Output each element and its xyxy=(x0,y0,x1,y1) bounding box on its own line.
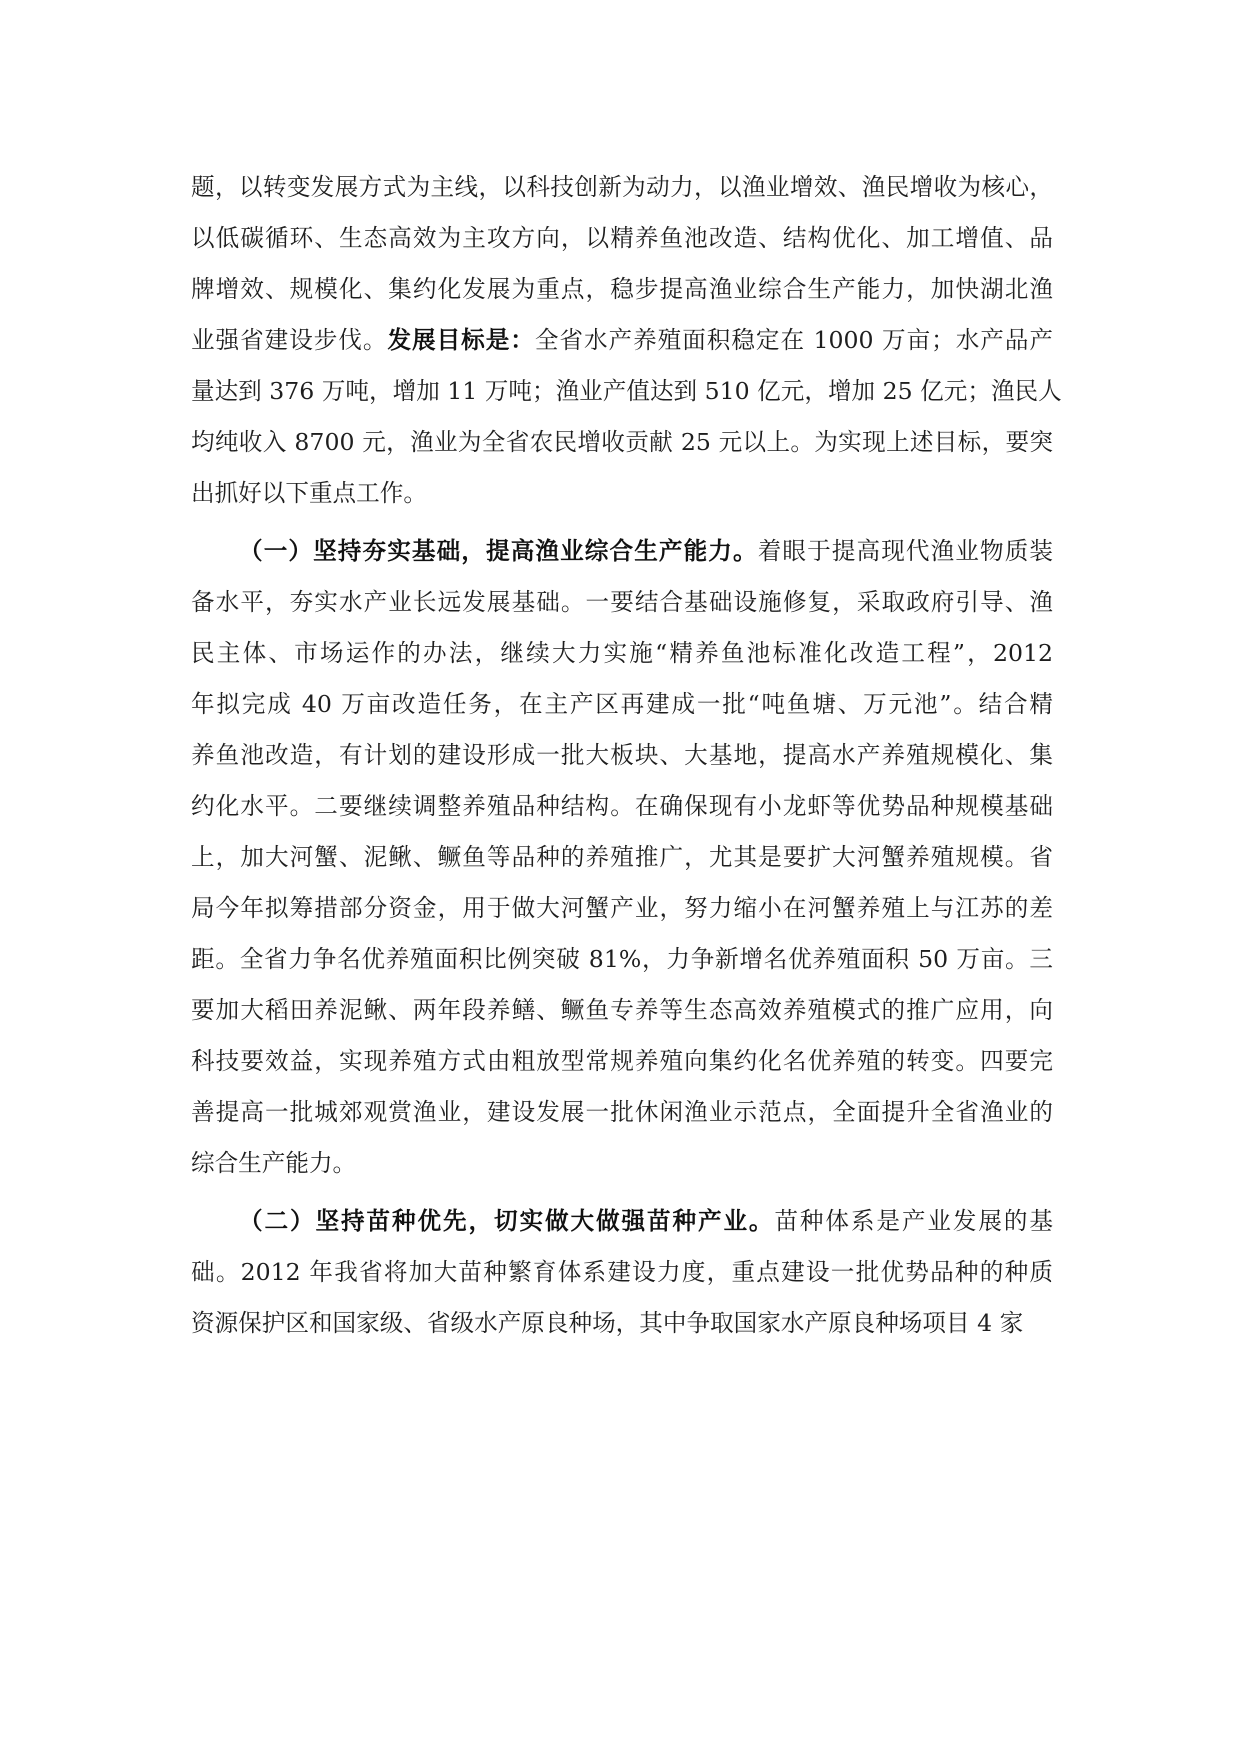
text-line xyxy=(191,679,1053,730)
text-line xyxy=(191,213,1053,264)
text-line xyxy=(191,1247,1053,1298)
text-line xyxy=(191,468,1053,519)
text-line xyxy=(191,315,1053,366)
body-text: 牌增效、规模化、集约化发展为重点，稳步提高渔业综合生产能力，加快湖北渔 xyxy=(191,275,1053,303)
text-line xyxy=(191,1087,1053,1138)
body-text: 要加大稻田养泥鳅、两年段养鳝、鳜鱼专养等生态高效养殖模式的推广应用，向 xyxy=(191,996,1053,1024)
body-text: 养鱼池改造，有计划的建设形成一批大板块、大基地，提高水产养殖规模化、集 xyxy=(191,741,1053,769)
body-text: 备水平，夯实水产业长远发展基础。一要结合基础设施修复，采取政府引导、渔 xyxy=(191,588,1053,616)
text-line xyxy=(191,832,1053,883)
body-text: 业强省建设步伐。 xyxy=(191,326,388,354)
text-line xyxy=(191,1036,1053,1087)
text-line xyxy=(191,1138,1053,1189)
body-text: 科技要效益，实现养殖方式由粗放型常规养殖向集约化名优养殖的转变。四要完 xyxy=(191,1047,1053,1075)
text-line xyxy=(191,628,1053,679)
body-text: 全省水产养殖面积稳定在 1000 万亩；水产品产 xyxy=(534,326,1054,354)
body-text: 苗种体系是产业发展的基 xyxy=(774,1207,1054,1235)
text-line xyxy=(191,264,1053,315)
text-line xyxy=(191,417,1053,468)
body-text: 约化水平。二要继续调整养殖品种结构。在确保现有小龙虾等优势品种规模基础 xyxy=(191,792,1053,820)
paragraph-spacer xyxy=(191,1189,1053,1196)
body-text: 年拟完成 40 万亩改造任务，在主产区再建成一批“吨鱼塘、万元池”。结合精 xyxy=(191,690,1053,718)
text-line xyxy=(191,730,1053,781)
body-text: 综合生产能力。 xyxy=(191,1149,357,1177)
body-text: 着眼于提高现代渔业物质装 xyxy=(757,537,1053,565)
text-line xyxy=(191,781,1053,832)
body-text: 量达到 376 万吨，增加 11 万吨；渔业产值达到 510 亿元，增加 25 亿元；渔民人 xyxy=(191,377,1062,405)
document-body xyxy=(191,162,1062,1349)
body-text: 善提高一批城郊观赏渔业，建设发展一批休闲渔业示范点，全面提升全省渔业的 xyxy=(191,1098,1053,1126)
paragraph xyxy=(191,1196,1053,1349)
text-line xyxy=(191,1298,1053,1349)
body-text: 础。2012 年我省将加大苗种繁育体系建设力度，重点建设一批优势品种的种质 xyxy=(191,1258,1053,1286)
body-text: 均纯收入 8700 元，渔业为全省农民增收贡献 25 元以上。为实现上述目标，要突 xyxy=(191,428,1053,456)
text-line xyxy=(191,1196,1053,1247)
paragraph xyxy=(191,162,1062,519)
text-line xyxy=(191,934,1053,985)
body-text: 局今年拟筹措部分资金，用于做大河蟹产业，努力缩小在河蟹养殖上与江苏的差 xyxy=(191,894,1053,922)
bold-heading-text: 发展目标是： xyxy=(387,326,535,354)
body-text: 题，以转变发展方式为主线，以科技创新为动力，以渔业增效、渔民增收为核心， xyxy=(191,173,1053,201)
paragraph xyxy=(191,526,1053,1189)
paragraph-spacer xyxy=(191,519,1053,526)
body-text: 出抓好以下重点工作。 xyxy=(191,479,427,507)
body-text: 资源保护区和国家级、省级水产原良种场，其中争取国家水产原良种场项目 4 家 xyxy=(191,1309,1024,1337)
text-line xyxy=(191,366,1062,417)
bold-heading-text: （二）坚持苗种优先，切实做大做强苗种产业。 xyxy=(239,1207,775,1235)
text-line xyxy=(191,526,1053,577)
body-text: 上，加大河蟹、泥鳅、鳜鱼等品种的养殖推广，尤其是要扩大河蟹养殖规模。省 xyxy=(191,843,1053,871)
text-line xyxy=(191,162,1053,213)
body-text: 以低碳循环、生态高效为主攻方向，以精养鱼池改造、结构优化、加工增值、品 xyxy=(191,224,1053,252)
bold-heading-text: （一）坚持夯实基础，提高渔业综合生产能力。 xyxy=(239,537,758,565)
text-line xyxy=(191,883,1053,934)
body-text: 民主体、市场运作的办法，继续大力实施“精养鱼池标准化改造工程”，2012 xyxy=(191,639,1053,667)
text-line xyxy=(191,985,1053,1036)
text-line xyxy=(191,577,1053,628)
body-text: 距。全省力争名优养殖面积比例突破 81%，力争新增名优养殖面积 50 万亩。三 xyxy=(191,945,1053,973)
